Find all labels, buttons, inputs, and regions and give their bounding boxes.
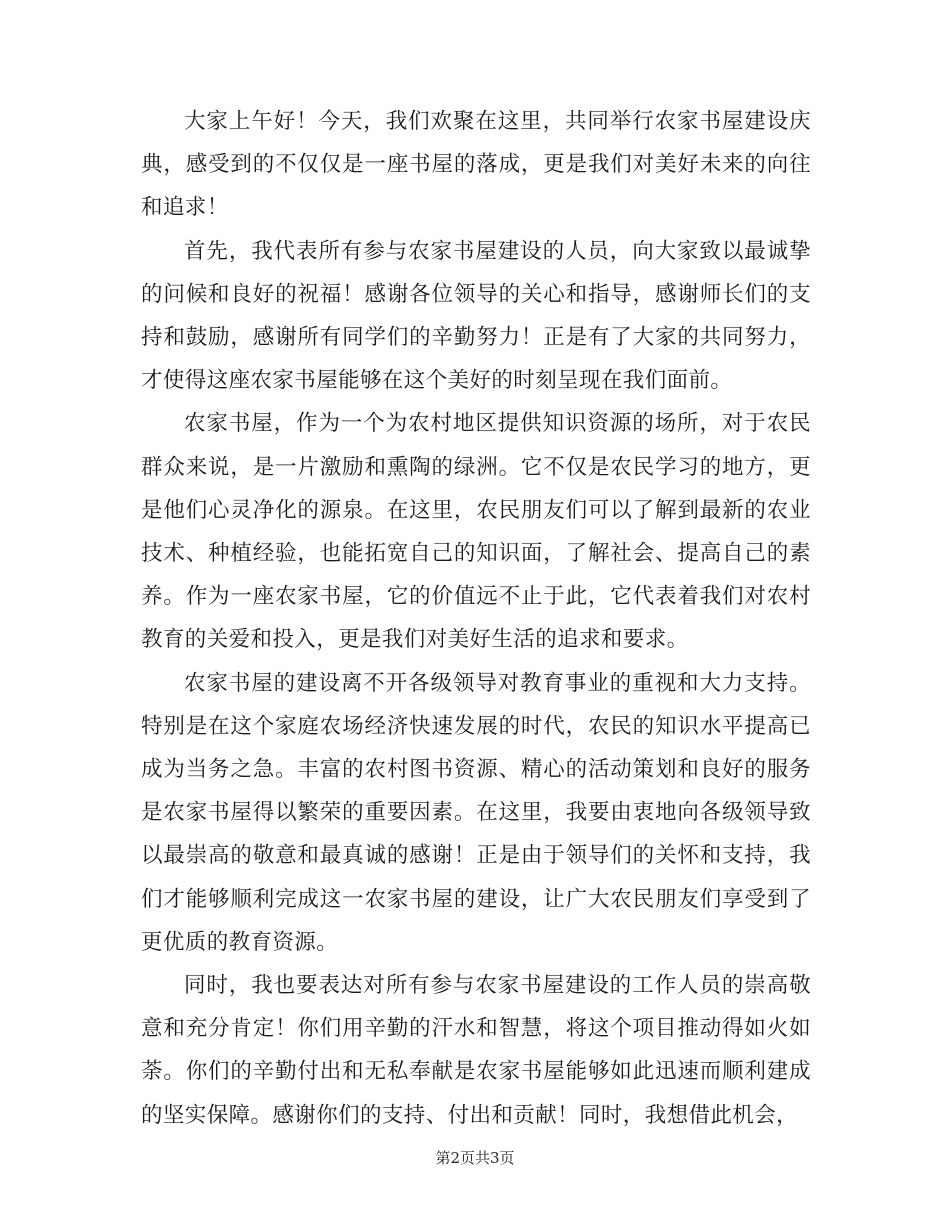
document-body: [141, 100, 811, 1137]
paragraph-2: 首先，我代表所有参与农家书屋建设的人员，向大家致以最诚挚的问候和良好的祝福！感谢各位领导的关心和指导，感谢师长们的支持和鼓励，感谢所有同学们的辛勤努力！正是有了大家的共同努力，才使得这座农家书屋能够在这个美好的时刻呈现在我们面前。: [141, 238, 811, 394]
paragraph-4: 农家书屋的建设离不开各级领导对教育事业的重视和大力支持。特别是在这个家庭农场经济快速发展的时代，农民的知识水平提高已成为当务之急。丰富的农村图书资源、精心的活动策划和良好的服务是农家书屋得以繁荣的重要因素。在这里，我要由衷地向各级领导致以最崇高的敬意和最真诚的感谢！正是由于领导们的关怀和支持，我们才能够顺利完成这一农家书屋的建设，让广大农民朋友们享受到了更优质的教育资源。: [141, 670, 811, 955]
paragraph-3: 农家书屋，作为一个为农村地区提供知识资源的场所，对于农民群众来说，是一片激励和熏陶的绿洲。它不仅是农民学习的地方，更是他们心灵净化的源泉。在这里，农民朋友们可以了解到最新的农业技术、种植经验，也能拓宽自己的知识面，了解社会、提高自己的素养。作为一座农家书屋，它的价值远不止于此，它代表着我们对农村教育的关爱和投入，更是我们对美好生活的追求和要求。: [141, 411, 811, 653]
paragraph-1: 大家上午好！今天，我们欢聚在这里，共同举行农家书屋建设庆典，感受到的不仅仅是一座书屋的落成，更是我们对美好未来的向往和追求！: [141, 109, 811, 221]
page-number-footer: 第2页共3页: [435, 1149, 515, 1167]
paragraph-5: 同时，我也要表达对所有参与农家书屋建设的工作人员的崇高敬意和充分肯定！你们用辛勤的汗水和智慧，将这个项目推动得如火如荼。你们的辛勤付出和无私奉献是农家书屋能够如此迅速而顺利建成的坚实保障。感谢你们的支持、付出和贡献！同时，我想借此机会，: [141, 973, 811, 1128]
